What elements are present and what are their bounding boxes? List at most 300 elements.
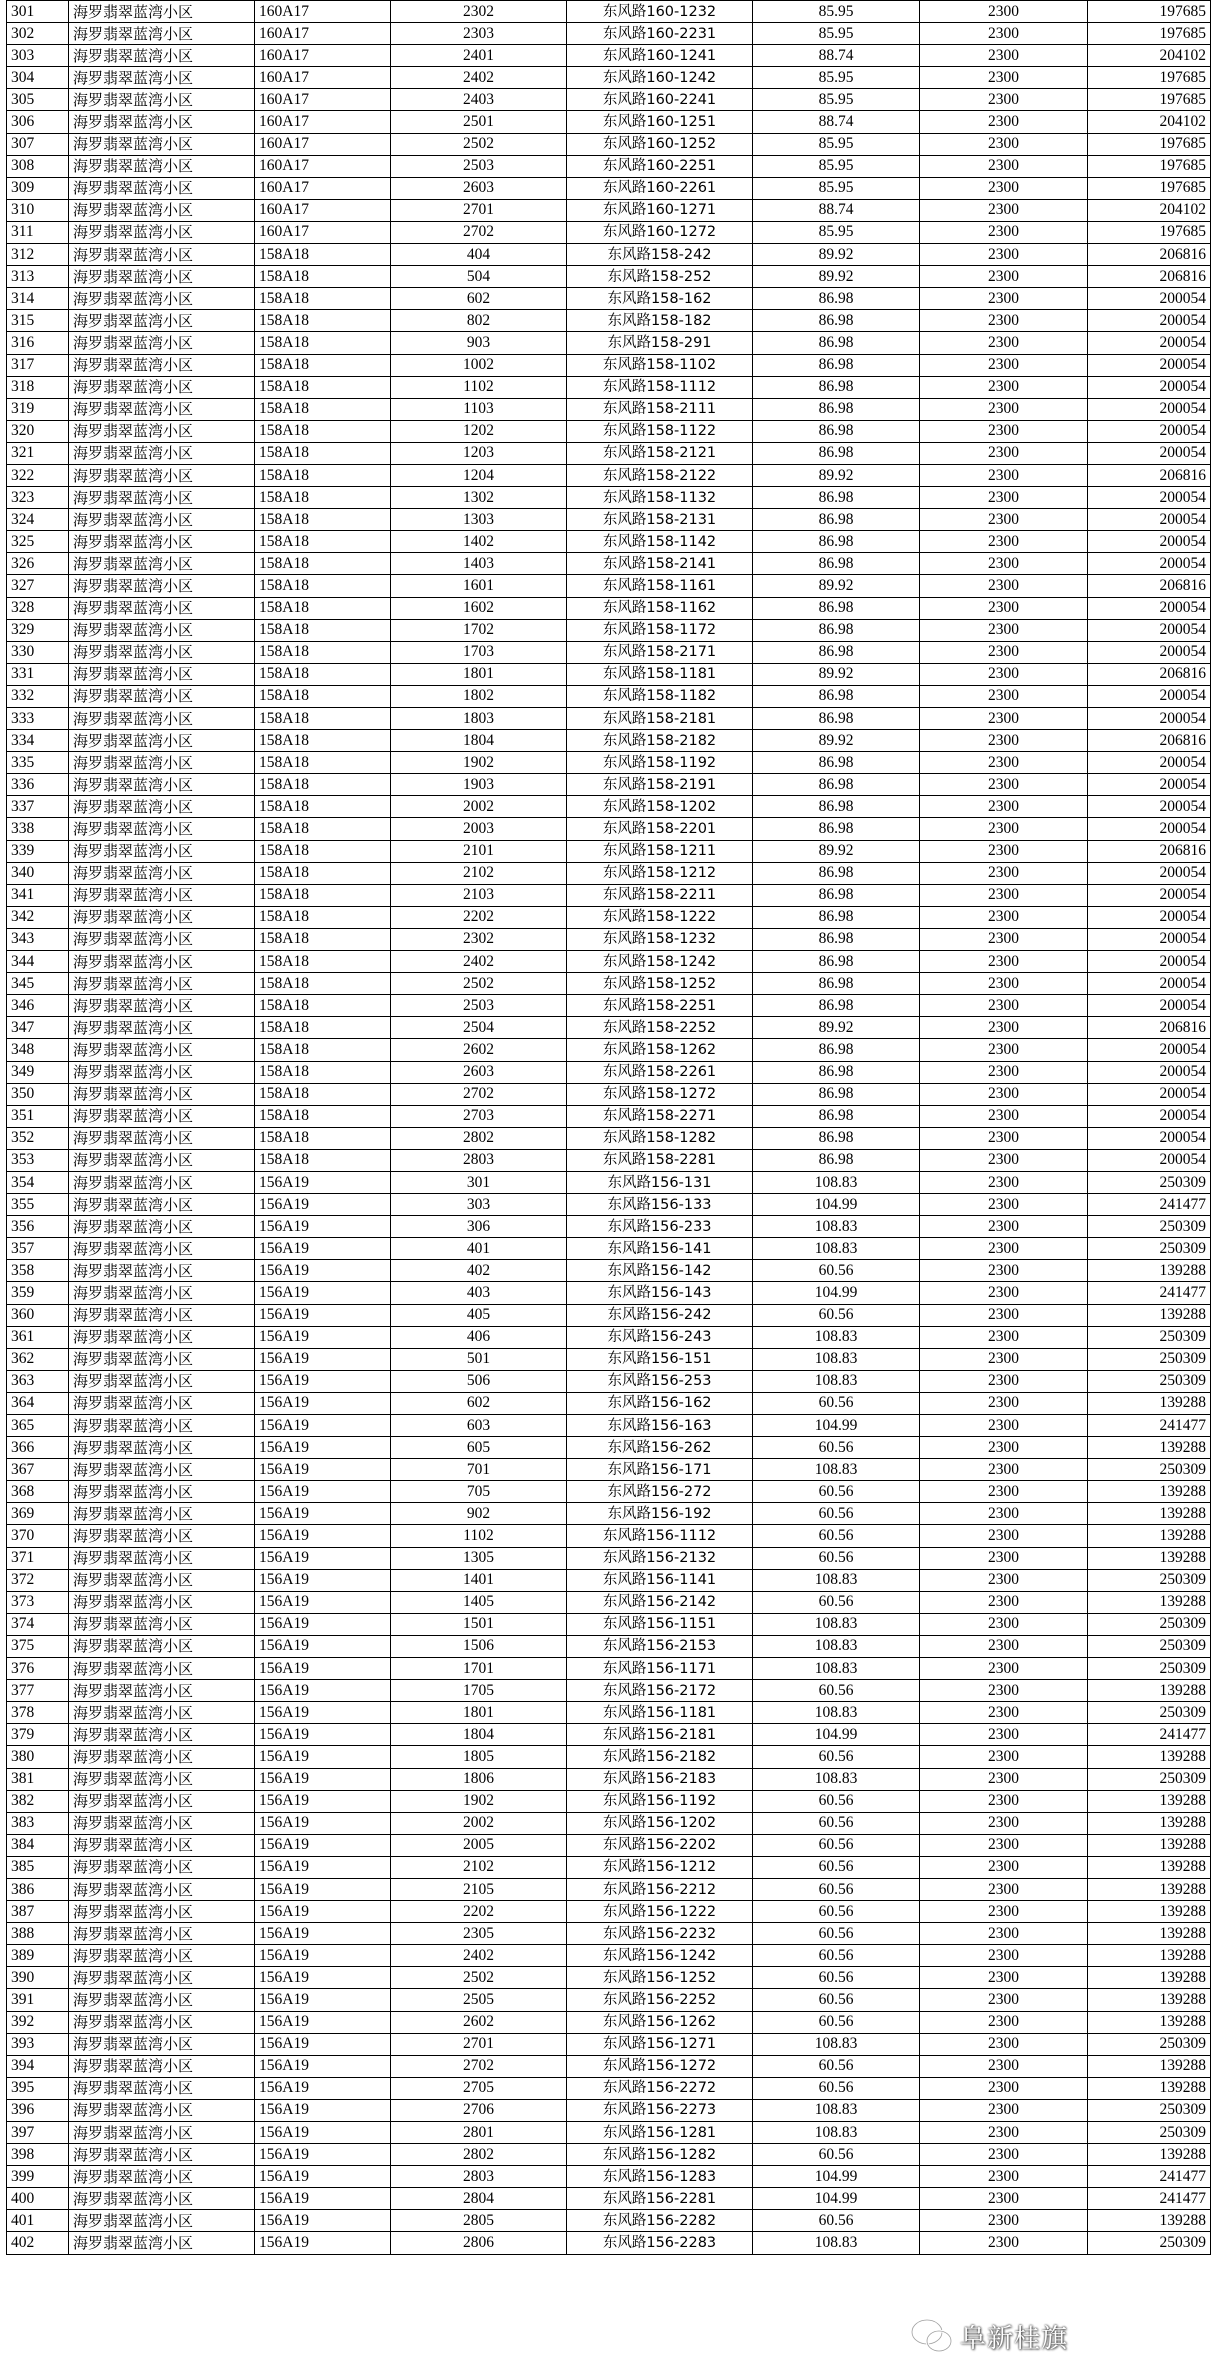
unit-price-cell: 2300 [920,2033,1088,2055]
room-number-cell: 903 [391,332,567,354]
address-cell: 东风路158-1282 [567,1127,753,1149]
unit-price-cell: 2300 [920,1194,1088,1216]
row-number-cell: 385 [7,1856,69,1878]
address-cell: 东风路160-1252 [567,133,753,155]
address-cell: 东风路160-2251 [567,155,753,177]
building-code-cell: 158A18 [255,1083,391,1105]
table-row [7,2099,1211,2121]
building-code-cell: 158A18 [255,685,391,707]
area-cell: 86.98 [753,597,920,619]
table-row [7,420,1211,442]
community-name-cell: 海罗翡翠蓝湾小区 [69,464,255,486]
room-number-cell: 1806 [391,1768,567,1790]
community-name-cell: 海罗翡翠蓝湾小区 [69,1547,255,1569]
area-cell: 86.98 [753,928,920,950]
room-number-cell: 2705 [391,2077,567,2099]
room-number-cell: 605 [391,1437,567,1459]
community-name-cell: 海罗翡翠蓝湾小区 [69,266,255,288]
unit-price-cell: 2300 [920,575,1088,597]
area-cell: 108.83 [753,1216,920,1238]
total-price-cell: 200054 [1088,1105,1211,1127]
row-number-cell: 358 [7,1260,69,1282]
address-cell: 东风路156-1202 [567,1812,753,1834]
area-cell: 86.98 [753,288,920,310]
row-number-cell: 377 [7,1680,69,1702]
total-price-cell: 139288 [1088,2077,1211,2099]
building-code-cell: 156A19 [255,1481,391,1503]
area-cell: 60.56 [753,1967,920,1989]
wechat-icon [910,2317,954,2355]
housing-list-table [6,0,1211,2255]
address-cell: 东风路160-1271 [567,199,753,221]
room-number-cell: 1801 [391,663,567,685]
total-price-cell: 206816 [1088,244,1211,266]
unit-price-cell: 2300 [920,155,1088,177]
room-number-cell: 2303 [391,23,567,45]
area-cell: 60.56 [753,1680,920,1702]
community-name-cell: 海罗翡翠蓝湾小区 [69,1569,255,1591]
area-cell: 86.98 [753,774,920,796]
address-cell: 东风路156-2153 [567,1635,753,1657]
table-row [7,1017,1211,1039]
address-cell: 东风路158-2211 [567,884,753,906]
total-price-cell: 139288 [1088,1790,1211,1812]
community-name-cell: 海罗翡翠蓝湾小区 [69,1680,255,1702]
room-number-cell: 1801 [391,1702,567,1724]
building-code-cell: 158A18 [255,1105,391,1127]
community-name-cell: 海罗翡翠蓝湾小区 [69,1348,255,1370]
address-cell: 东风路158-2281 [567,1149,753,1171]
room-number-cell: 301 [391,1171,567,1193]
total-price-cell: 250309 [1088,2099,1211,2121]
unit-price-cell: 2300 [920,708,1088,730]
total-price-cell: 197685 [1088,1,1211,23]
room-number-cell: 402 [391,1260,567,1282]
area-cell: 86.98 [753,1061,920,1083]
area-cell: 89.92 [753,266,920,288]
room-number-cell: 1602 [391,597,567,619]
table-row [7,774,1211,796]
area-cell: 104.99 [753,1724,920,1746]
total-price-cell: 197685 [1088,67,1211,89]
address-cell: 东风路156-1181 [567,1702,753,1724]
community-name-cell: 海罗翡翠蓝湾小区 [69,177,255,199]
total-price-cell: 200054 [1088,553,1211,575]
area-cell: 60.56 [753,1790,920,1812]
room-number-cell: 1902 [391,752,567,774]
address-cell: 东风路156-242 [567,1304,753,1326]
total-price-cell: 200054 [1088,884,1211,906]
room-number-cell: 603 [391,1415,567,1437]
table-row [7,376,1211,398]
area-cell: 86.98 [753,376,920,398]
address-cell: 东风路156-1252 [567,1967,753,1989]
address-cell: 东风路160-1251 [567,111,753,133]
total-price-cell: 200054 [1088,951,1211,973]
row-number-cell: 341 [7,884,69,906]
row-number-cell: 391 [7,1989,69,2011]
area-cell: 86.98 [753,487,920,509]
room-number-cell: 1303 [391,509,567,531]
total-price-cell: 200054 [1088,862,1211,884]
table-row [7,1878,1211,1900]
table-row [7,199,1211,221]
table-row [7,973,1211,995]
community-name-cell: 海罗翡翠蓝湾小区 [69,973,255,995]
area-cell: 60.56 [753,1481,920,1503]
unit-price-cell: 2300 [920,2099,1088,2121]
row-number-cell: 317 [7,354,69,376]
room-number-cell: 504 [391,266,567,288]
room-number-cell: 2701 [391,2033,567,2055]
total-price-cell: 250309 [1088,1635,1211,1657]
area-cell: 60.56 [753,2077,920,2099]
building-code-cell: 156A19 [255,1967,391,1989]
total-price-cell: 250309 [1088,1613,1211,1635]
community-name-cell: 海罗翡翠蓝湾小区 [69,708,255,730]
total-price-cell: 200054 [1088,708,1211,730]
total-price-cell: 200054 [1088,376,1211,398]
building-code-cell: 156A19 [255,2166,391,2188]
unit-price-cell: 2300 [920,1,1088,23]
area-cell: 89.92 [753,464,920,486]
address-cell: 东风路156-2272 [567,2077,753,2099]
total-price-cell: 139288 [1088,1680,1211,1702]
room-number-cell: 2305 [391,1923,567,1945]
address-cell: 东风路156-1272 [567,2055,753,2077]
area-cell: 86.98 [753,420,920,442]
total-price-cell: 250309 [1088,1171,1211,1193]
room-number-cell: 2202 [391,906,567,928]
table-row [7,597,1211,619]
room-number-cell: 1002 [391,354,567,376]
table-row [7,818,1211,840]
table-row [7,840,1211,862]
community-name-cell: 海罗翡翠蓝湾小区 [69,1260,255,1282]
building-code-cell: 156A19 [255,2122,391,2144]
unit-price-cell: 2300 [920,1392,1088,1414]
total-price-cell: 139288 [1088,1834,1211,1856]
unit-price-cell: 2300 [920,1967,1088,1989]
table-row [7,796,1211,818]
row-number-cell: 355 [7,1194,69,1216]
room-number-cell: 2103 [391,884,567,906]
building-code-cell: 158A18 [255,1127,391,1149]
community-name-cell: 海罗翡翠蓝湾小区 [69,221,255,243]
row-number-cell: 375 [7,1635,69,1657]
area-cell: 85.95 [753,67,920,89]
table-row [7,487,1211,509]
building-code-cell: 156A19 [255,1216,391,1238]
total-price-cell: 200054 [1088,619,1211,641]
row-number-cell: 347 [7,1017,69,1039]
table-row [7,1171,1211,1193]
unit-price-cell: 2300 [920,1812,1088,1834]
room-number-cell: 2402 [391,951,567,973]
table-row [7,111,1211,133]
total-price-cell: 139288 [1088,2055,1211,2077]
community-name-cell: 海罗翡翠蓝湾小区 [69,442,255,464]
unit-price-cell: 2300 [920,531,1088,553]
room-number-cell: 602 [391,1392,567,1414]
row-number-cell: 336 [7,774,69,796]
building-code-cell: 156A19 [255,1459,391,1481]
building-code-cell: 158A18 [255,884,391,906]
table-row [7,1856,1211,1878]
community-name-cell: 海罗翡翠蓝湾小区 [69,89,255,111]
room-number-cell: 2002 [391,796,567,818]
table-row [7,1459,1211,1481]
row-number-cell: 328 [7,597,69,619]
table-row [7,2055,1211,2077]
area-cell: 86.98 [753,442,920,464]
row-number-cell: 351 [7,1105,69,1127]
address-cell: 东风路158-1211 [567,840,753,862]
total-price-cell: 139288 [1088,2011,1211,2033]
address-cell: 东风路156-151 [567,1348,753,1370]
area-cell: 88.74 [753,199,920,221]
unit-price-cell: 2300 [920,2077,1088,2099]
table-row [7,1569,1211,1591]
address-cell: 东风路156-2212 [567,1878,753,1900]
area-cell: 60.56 [753,1856,920,1878]
unit-price-cell: 2300 [920,862,1088,884]
unit-price-cell: 2300 [920,2232,1088,2254]
area-cell: 60.56 [753,1746,920,1768]
unit-price-cell: 2300 [920,1569,1088,1591]
room-number-cell: 1903 [391,774,567,796]
total-price-cell: 139288 [1088,1392,1211,1414]
row-number-cell: 330 [7,641,69,663]
building-code-cell: 156A19 [255,1171,391,1193]
total-price-cell: 200054 [1088,973,1211,995]
room-number-cell: 406 [391,1326,567,1348]
address-cell: 东风路158-2121 [567,442,753,464]
table-row [7,266,1211,288]
address-cell: 东风路158-1232 [567,928,753,950]
address-cell: 东风路158-291 [567,332,753,354]
address-cell: 东风路158-2182 [567,730,753,752]
total-price-cell: 200054 [1088,332,1211,354]
table-row [7,1724,1211,1746]
table-row [7,1967,1211,1989]
community-name-cell: 海罗翡翠蓝湾小区 [69,1878,255,1900]
row-number-cell: 304 [7,67,69,89]
unit-price-cell: 2300 [920,177,1088,199]
total-price-cell: 200054 [1088,1039,1211,1061]
unit-price-cell: 2300 [920,906,1088,928]
building-code-cell: 160A17 [255,67,391,89]
table-row [7,1370,1211,1392]
room-number-cell: 2402 [391,67,567,89]
room-number-cell: 303 [391,1194,567,1216]
table-row [7,730,1211,752]
community-name-cell: 海罗翡翠蓝湾小区 [69,155,255,177]
community-name-cell: 海罗翡翠蓝湾小区 [69,1768,255,1790]
total-price-cell: 206816 [1088,730,1211,752]
building-code-cell: 158A18 [255,951,391,973]
row-number-cell: 309 [7,177,69,199]
room-number-cell: 705 [391,1481,567,1503]
row-number-cell: 321 [7,442,69,464]
area-cell: 86.98 [753,509,920,531]
row-number-cell: 338 [7,818,69,840]
area-cell: 60.56 [753,2011,920,2033]
building-code-cell: 158A18 [255,663,391,685]
unit-price-cell: 2300 [920,1503,1088,1525]
area-cell: 86.98 [753,1127,920,1149]
table-row [7,1481,1211,1503]
row-number-cell: 398 [7,2144,69,2166]
unit-price-cell: 2300 [920,1481,1088,1503]
address-cell: 东风路156-1112 [567,1525,753,1547]
unit-price-cell: 2300 [920,1437,1088,1459]
row-number-cell: 386 [7,1878,69,1900]
total-price-cell: 200054 [1088,995,1211,1017]
area-cell: 88.74 [753,111,920,133]
table-row [7,1194,1211,1216]
table-row [7,995,1211,1017]
row-number-cell: 349 [7,1061,69,1083]
room-number-cell: 1601 [391,575,567,597]
area-cell: 108.83 [753,1326,920,1348]
unit-price-cell: 2300 [920,1989,1088,2011]
row-number-cell: 306 [7,111,69,133]
community-name-cell: 海罗翡翠蓝湾小区 [69,1370,255,1392]
community-name-cell: 海罗翡翠蓝湾小区 [69,884,255,906]
total-price-cell: 250309 [1088,1326,1211,1348]
table-row [7,442,1211,464]
area-cell: 88.74 [753,45,920,67]
building-code-cell: 156A19 [255,1746,391,1768]
building-code-cell: 156A19 [255,2232,391,2254]
total-price-cell: 200054 [1088,1127,1211,1149]
unit-price-cell: 2300 [920,685,1088,707]
address-cell: 东风路158-2111 [567,398,753,420]
building-code-cell: 156A19 [255,1415,391,1437]
building-code-cell: 158A18 [255,928,391,950]
address-cell: 东风路158-2181 [567,708,753,730]
area-cell: 60.56 [753,1901,920,1923]
building-code-cell: 158A18 [255,752,391,774]
table-row [7,951,1211,973]
unit-price-cell: 2300 [920,1061,1088,1083]
building-code-cell: 160A17 [255,221,391,243]
total-price-cell: 250309 [1088,1238,1211,1260]
address-cell: 东风路156-243 [567,1326,753,1348]
unit-price-cell: 2300 [920,354,1088,376]
table-row [7,685,1211,707]
row-number-cell: 383 [7,1812,69,1834]
address-cell: 东风路156-2182 [567,1746,753,1768]
row-number-cell: 305 [7,89,69,111]
table-row [7,1901,1211,1923]
address-cell: 东风路156-162 [567,1392,753,1414]
total-price-cell: 139288 [1088,1547,1211,1569]
row-number-cell: 369 [7,1503,69,1525]
building-code-cell: 158A18 [255,840,391,862]
community-name-cell: 海罗翡翠蓝湾小区 [69,575,255,597]
building-code-cell: 156A19 [255,1989,391,2011]
address-cell: 东风路158-1161 [567,575,753,597]
address-cell: 东风路158-1122 [567,420,753,442]
community-name-cell: 海罗翡翠蓝湾小区 [69,1481,255,1503]
table-row [7,464,1211,486]
table-row [7,1547,1211,1569]
community-name-cell: 海罗翡翠蓝湾小区 [69,1989,255,2011]
address-cell: 东风路156-1151 [567,1613,753,1635]
community-name-cell: 海罗翡翠蓝湾小区 [69,951,255,973]
room-number-cell: 2702 [391,1083,567,1105]
building-code-cell: 156A19 [255,2144,391,2166]
table-row [7,1635,1211,1657]
unit-price-cell: 2300 [920,796,1088,818]
total-price-cell: 241477 [1088,1415,1211,1437]
area-cell: 86.98 [753,1039,920,1061]
area-cell: 108.83 [753,2099,920,2121]
area-cell: 85.95 [753,177,920,199]
table-row [7,1238,1211,1260]
total-price-cell: 200054 [1088,288,1211,310]
area-cell: 108.83 [753,1569,920,1591]
building-code-cell: 158A18 [255,531,391,553]
total-price-cell: 204102 [1088,199,1211,221]
room-number-cell: 602 [391,288,567,310]
community-name-cell: 海罗翡翠蓝湾小区 [69,244,255,266]
row-number-cell: 388 [7,1923,69,1945]
community-name-cell: 海罗翡翠蓝湾小区 [69,906,255,928]
table-row [7,23,1211,45]
community-name-cell: 海罗翡翠蓝湾小区 [69,487,255,509]
building-code-cell: 158A18 [255,796,391,818]
community-name-cell: 海罗翡翠蓝湾小区 [69,531,255,553]
room-number-cell: 2603 [391,1061,567,1083]
community-name-cell: 海罗翡翠蓝湾小区 [69,862,255,884]
table-row [7,288,1211,310]
table-row [7,1282,1211,1304]
community-name-cell: 海罗翡翠蓝湾小区 [69,685,255,707]
table-row [7,1768,1211,1790]
row-number-cell: 402 [7,2232,69,2254]
community-name-cell: 海罗翡翠蓝湾小区 [69,2188,255,2210]
area-cell: 86.98 [753,796,920,818]
community-name-cell: 海罗翡翠蓝湾小区 [69,1282,255,1304]
row-number-cell: 342 [7,906,69,928]
row-number-cell: 324 [7,509,69,531]
unit-price-cell: 2300 [920,442,1088,464]
building-code-cell: 158A18 [255,464,391,486]
room-number-cell: 1701 [391,1658,567,1680]
room-number-cell: 2101 [391,840,567,862]
address-cell: 东风路158-1262 [567,1039,753,1061]
table-row [7,1503,1211,1525]
table-row [7,2033,1211,2055]
row-number-cell: 303 [7,45,69,67]
unit-price-cell: 2300 [920,1238,1088,1260]
address-cell: 东风路156-1222 [567,1901,753,1923]
building-code-cell: 156A19 [255,1348,391,1370]
row-number-cell: 373 [7,1591,69,1613]
row-number-cell: 334 [7,730,69,752]
room-number-cell: 1805 [391,1746,567,1768]
area-cell: 108.83 [753,2033,920,2055]
community-name-cell: 海罗翡翠蓝湾小区 [69,663,255,685]
community-name-cell: 海罗翡翠蓝湾小区 [69,1459,255,1481]
address-cell: 东风路158-2131 [567,509,753,531]
room-number-cell: 1703 [391,641,567,663]
community-name-cell: 海罗翡翠蓝湾小区 [69,1437,255,1459]
building-code-cell: 160A17 [255,155,391,177]
